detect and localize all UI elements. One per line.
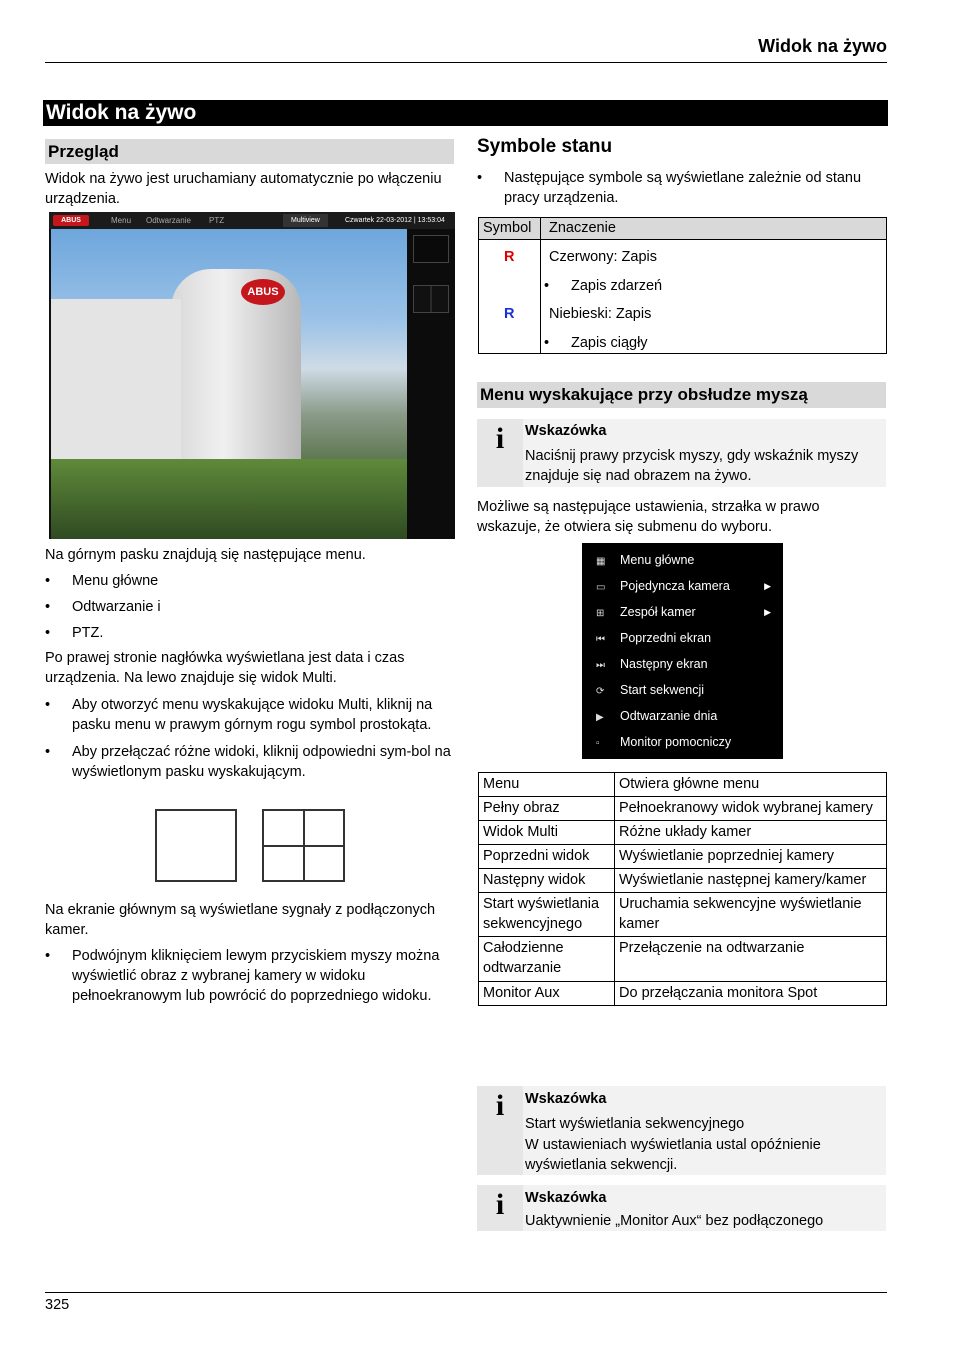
table-cell: Widok Multi [479, 821, 615, 845]
list-item: • Aby przełączać różne widoki, kliknij odpowiedni sym-bol na wyświetlonym pasku wyskakującym. [45, 742, 455, 782]
table-row [479, 982, 887, 1006]
mouse-menu-heading: Menu wyskakujące przy obsłudze myszą [477, 382, 886, 408]
table-cell: Przełączenie na odtwarzanie [615, 937, 887, 982]
topbar-menu-list [45, 571, 455, 643]
menu-functions-table [478, 772, 887, 1006]
aux-monitor-icon: ▫ [596, 738, 600, 749]
note-title: Wskazówka [525, 1091, 607, 1107]
single-view-icon [155, 809, 237, 882]
table-cell: Czerwony: Zapis [549, 249, 657, 265]
table-row [479, 773, 887, 797]
quad-view-icon [262, 809, 345, 882]
table-row [479, 869, 887, 893]
table-row [479, 845, 887, 869]
popup-menu-item: ▶ Odtwarzanie dnia [596, 703, 781, 729]
grid-icon: ▦ [596, 556, 606, 567]
status-table: Symbol Znaczenie R Czerwony: Zapis • Zapis zdarzeń R Niebieski: Zapis • Zapis ciągły [478, 217, 887, 354]
table-cell: Start wyświetlania sekwencyjnego [479, 893, 615, 937]
dblclick-list [45, 946, 455, 1006]
list-item: • Podwójnym kliknięciem lewym przyciskiem myszy można wyświetlić obraz z wybranej kamery w widoku pełnoekranowym lub powrócić do poprzedniego widoku. [45, 946, 455, 1006]
list-item: • Odtwarzanie i [45, 597, 455, 617]
overview-heading: Przegląd [45, 139, 454, 164]
popup-menu-item: ⊞ Zespół kamer ▶ [596, 599, 781, 625]
play-icon: ▶ [596, 712, 604, 723]
list-item: • Aby otworzyć menu wyskakujące widoku Multi, kliknij na pasku menu w prawym górnym rogu symbol prostokąta. [45, 695, 455, 735]
sequence-icon: ⟳ [596, 686, 605, 697]
screenshot-menu-item: Menu [111, 216, 132, 225]
table-cell: Zapis ciągły [571, 335, 648, 351]
list-item: • PTZ. [45, 623, 455, 643]
popup-menu-screenshot [582, 543, 783, 759]
table-header: Symbol [483, 220, 532, 236]
table-row [479, 893, 887, 937]
popup-menu-item: ⏮ Poprzedni ekran [596, 625, 781, 651]
info-icon: i [477, 419, 523, 487]
record-symbol-red: R [504, 249, 515, 265]
main-screen-text: Na ekranie głównym są wyświetlane sygnały z podłączonych kamer. [45, 902, 436, 938]
table-cell: Zapis zdarzeń [571, 278, 663, 294]
record-symbol-blue: R [504, 306, 515, 322]
table-row [479, 937, 887, 982]
running-header: Widok na żywo [758, 36, 887, 56]
status-heading: Symbole stanu [477, 136, 613, 157]
footer-rule [45, 1292, 887, 1293]
table-cell: Do przełączania monitora Spot [615, 982, 887, 1006]
note-box [477, 419, 886, 487]
table-cell: Wyświetlanie następnej kamery/kamer [615, 869, 887, 893]
list-item: • Menu główne [45, 571, 455, 591]
note-box [477, 1086, 886, 1175]
note-text: Uaktywnienie „Monitor Aux“ bez podłączonego [525, 1213, 824, 1229]
popup-menu-item: ▦ Menu główne [596, 547, 781, 573]
screenshot-side-panel [407, 229, 455, 539]
single-view-thumb [413, 235, 449, 263]
greenery [51, 459, 407, 539]
intro-text: Widok na żywo jest uruchamiany automatycznie po włączeniu urządzenia. [45, 171, 442, 207]
list-item: • Następujące symbole są wyświetlane zależnie od stanu pracy urządzenia. [477, 168, 877, 208]
topbar-text: Na górnym pasku znajdują się następujące menu. [45, 547, 366, 563]
next-icon: ⏭ [596, 660, 605, 671]
popup-menu-item: ▫ Monitor pomocniczy [596, 729, 781, 755]
table-row [479, 821, 887, 845]
table-cell: Wyświetlanie poprzedniej kamery [615, 845, 887, 869]
popup-menu-item: ⏭ Następny ekran [596, 651, 781, 677]
note-text: W ustawieniach wyświetlania ustal opóźnienie wyświetlania sekwencji. [525, 1137, 821, 1173]
info-icon: i [477, 1086, 523, 1175]
screenshot-menubar [49, 212, 455, 229]
screenshot-menu-item: PTZ [209, 216, 225, 225]
multiview-button: Multiview [283, 214, 328, 227]
screenshot-menu-item: Odtwarzanie [146, 216, 191, 225]
table-cell: Niebieski: Zapis [549, 306, 652, 322]
live-view-screenshot [49, 212, 455, 539]
table-cell: Otwiera główne menu [615, 773, 887, 797]
submenu-arrow-icon: ▶ [764, 581, 771, 591]
table-row [479, 797, 887, 821]
date-text: Po prawej stronie nagłówka wyświetlana jest data i czas urządzenia. Na lewo znajduje się widok Multi. [45, 650, 405, 686]
building-photo [51, 229, 407, 539]
page-number: 325 [45, 1297, 70, 1313]
popup-menu-item: ⟳ Start sekwencji [596, 677, 781, 703]
quad-view-thumb [413, 285, 449, 313]
note-title: Wskazówka [525, 1190, 607, 1206]
note-box [477, 1185, 886, 1231]
building-sign: ABUS [241, 279, 285, 305]
submenu-arrow-icon: ▶ [764, 607, 771, 617]
steps-list [45, 695, 455, 782]
table-cell: Różne układy kamer [615, 821, 887, 845]
note-text: Start wyświetlania sekwencyjnego [525, 1116, 745, 1132]
section-title: Widok na żywo [43, 100, 888, 126]
info-icon: i [477, 1185, 523, 1231]
abus-logo: ABUS [53, 215, 89, 226]
note-title: Wskazówka [525, 423, 607, 439]
table-cell: Całodzienne odtwarzanie [479, 937, 615, 982]
table-cell: Uruchamia sekwencyjne wyświetlanie kamer [615, 893, 887, 937]
popup-menu-item: ▭ Pojedyncza kamera ▶ [596, 573, 781, 599]
status-bullet-list [477, 168, 877, 208]
quad-icon: ⊞ [596, 608, 605, 619]
table-header: Znaczenie [549, 220, 616, 236]
screenshot-datetime: Czwartek 22-03-2012 | 13:53:04 [345, 217, 445, 224]
table-cell: Monitor Aux [479, 982, 615, 1006]
table-cell: Pełny obraz [479, 797, 615, 821]
table-cell: Poprzedni widok [479, 845, 615, 869]
monitor-icon: ▭ [596, 582, 606, 593]
note-text: Naciśnij prawy przycisk myszy, gdy wskaźnik myszy znajduje się nad obrazem na żywo. [525, 448, 859, 484]
table-cell: Następny widok [479, 869, 615, 893]
options-text: Możliwe są następujące ustawienia, strzałka w prawo wskazuje, że otwiera się submenu do wyboru. [477, 499, 820, 535]
prev-icon: ⏮ [596, 634, 605, 645]
table-cell: Menu [479, 773, 615, 797]
header-rule [45, 62, 887, 63]
table-cell: Pełnoekranowy widok wybranej kamery [615, 797, 887, 821]
